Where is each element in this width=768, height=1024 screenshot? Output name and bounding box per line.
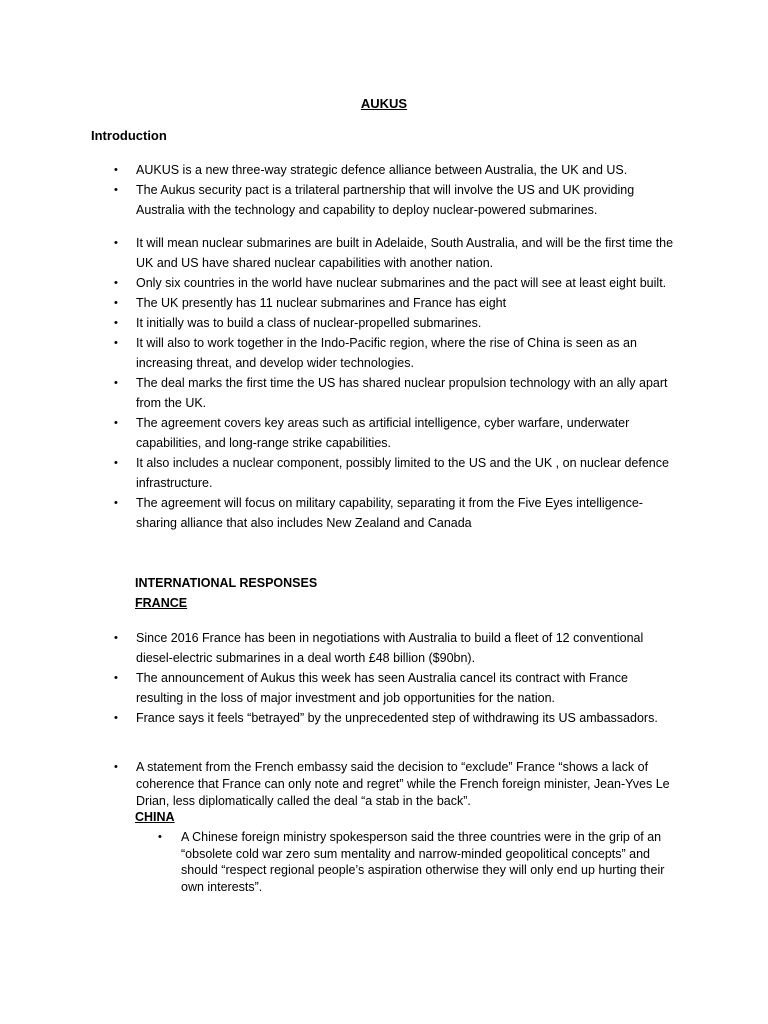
bullet-icon: • bbox=[114, 761, 118, 773]
bullet-icon: • bbox=[114, 377, 118, 389]
list-item: • The UK presently has 11 nuclear submarines and France has eight bbox=[0, 293, 768, 313]
list-item: • It will mean nuclear submarines are built in Adelaide, South Australia, and will be the first time the UK and US have shared nuclear capabilities with another nation. bbox=[0, 233, 768, 273]
bullet-icon: • bbox=[114, 164, 118, 176]
bullet-icon: • bbox=[114, 457, 118, 469]
list-item: • AUKUS is a new three-way strategic defence alliance between Australia, the UK and US. bbox=[0, 160, 768, 180]
list-item: • The agreement covers key areas such as artificial intelligence, cyber warfare, underwater capabilities, and long-range strike capabilities. bbox=[0, 413, 768, 453]
bullet-icon: • bbox=[114, 337, 118, 349]
introduction-heading: Introduction bbox=[91, 128, 167, 143]
bullet-icon: • bbox=[114, 237, 118, 249]
list-item: • The agreement will focus on military capability, separating it from the Five Eyes intelligence-sharing alliance that also includes New Zealand and Canada bbox=[0, 493, 768, 533]
bullet-icon: • bbox=[114, 497, 118, 509]
bullet-icon: • bbox=[114, 632, 118, 644]
france-heading: FRANCE bbox=[135, 596, 188, 610]
intro-list-a bbox=[0, 160, 768, 220]
list-item: • A Chinese foreign ministry spokesperson said the three countries were in the grip of an “obsolete cold war zero sum mentality and narrow-minded geopolitical concepts” and should “respect regional people’s aspiration otherwise they will only end up hurting their own interests”. bbox=[158, 830, 665, 894]
list-item: • The Aukus security pact is a trilateral partnership that will involve the US and UK providing Australia with the technology and capability to deploy nuclear-powered submarines. bbox=[0, 180, 768, 220]
list-item: • It will also to work together in the Indo-Pacific region, where the rise of China is seen as an increasing threat, and develop wider technologies. bbox=[0, 333, 768, 373]
bullet-icon: • bbox=[114, 417, 118, 429]
bullet-icon: • bbox=[158, 831, 162, 843]
list-item: • It initially was to build a class of nuclear-propelled submarines. bbox=[0, 313, 768, 333]
china-heading: CHINA bbox=[135, 810, 175, 824]
list-item: • France says it feels “betrayed” by the unprecedented step of withdrawing its US ambassadors. bbox=[0, 708, 768, 728]
list-item: • It also includes a nuclear component, possibly limited to the US and the UK , on nuclear defence infrastructure. bbox=[0, 453, 768, 493]
china-list bbox=[0, 829, 768, 895]
list-item: • Only six countries in the world have nuclear submarines and the pact will see at least eight built. bbox=[0, 273, 768, 293]
france-list-a bbox=[0, 628, 768, 728]
bullet-icon: • bbox=[114, 297, 118, 309]
france-list-b bbox=[0, 759, 768, 810]
bullet-icon: • bbox=[114, 317, 118, 329]
list-item: • The announcement of Aukus this week has seen Australia cancel its contract with France resulting in the loss of major investment and job opportunities for the nation. bbox=[0, 668, 768, 708]
international-responses-heading: INTERNATIONAL RESPONSES bbox=[135, 576, 318, 590]
bullet-icon: • bbox=[114, 277, 118, 289]
bullet-icon: • bbox=[114, 184, 118, 196]
list-item: • A statement from the French embassy said the decision to “exclude” France “shows a lack of coherence that France can only note and regret” while the French foreign minister, Jean-Yves Le Drian, less diplomatically called the deal “a stab in the back”. bbox=[114, 760, 670, 808]
intro-list-b bbox=[0, 233, 768, 533]
document-title: AUKUS bbox=[360, 96, 408, 111]
list-item: • The deal marks the first time the US has shared nuclear propulsion technology with an ally apart from the UK. bbox=[0, 373, 768, 413]
bullet-icon: • bbox=[114, 672, 118, 684]
bullet-icon: • bbox=[114, 712, 118, 724]
list-item: • Since 2016 France has been in negotiations with Australia to build a fleet of 12 conventional diesel-electric submarines in a deal worth £48 billion ($90bn). bbox=[0, 628, 768, 668]
